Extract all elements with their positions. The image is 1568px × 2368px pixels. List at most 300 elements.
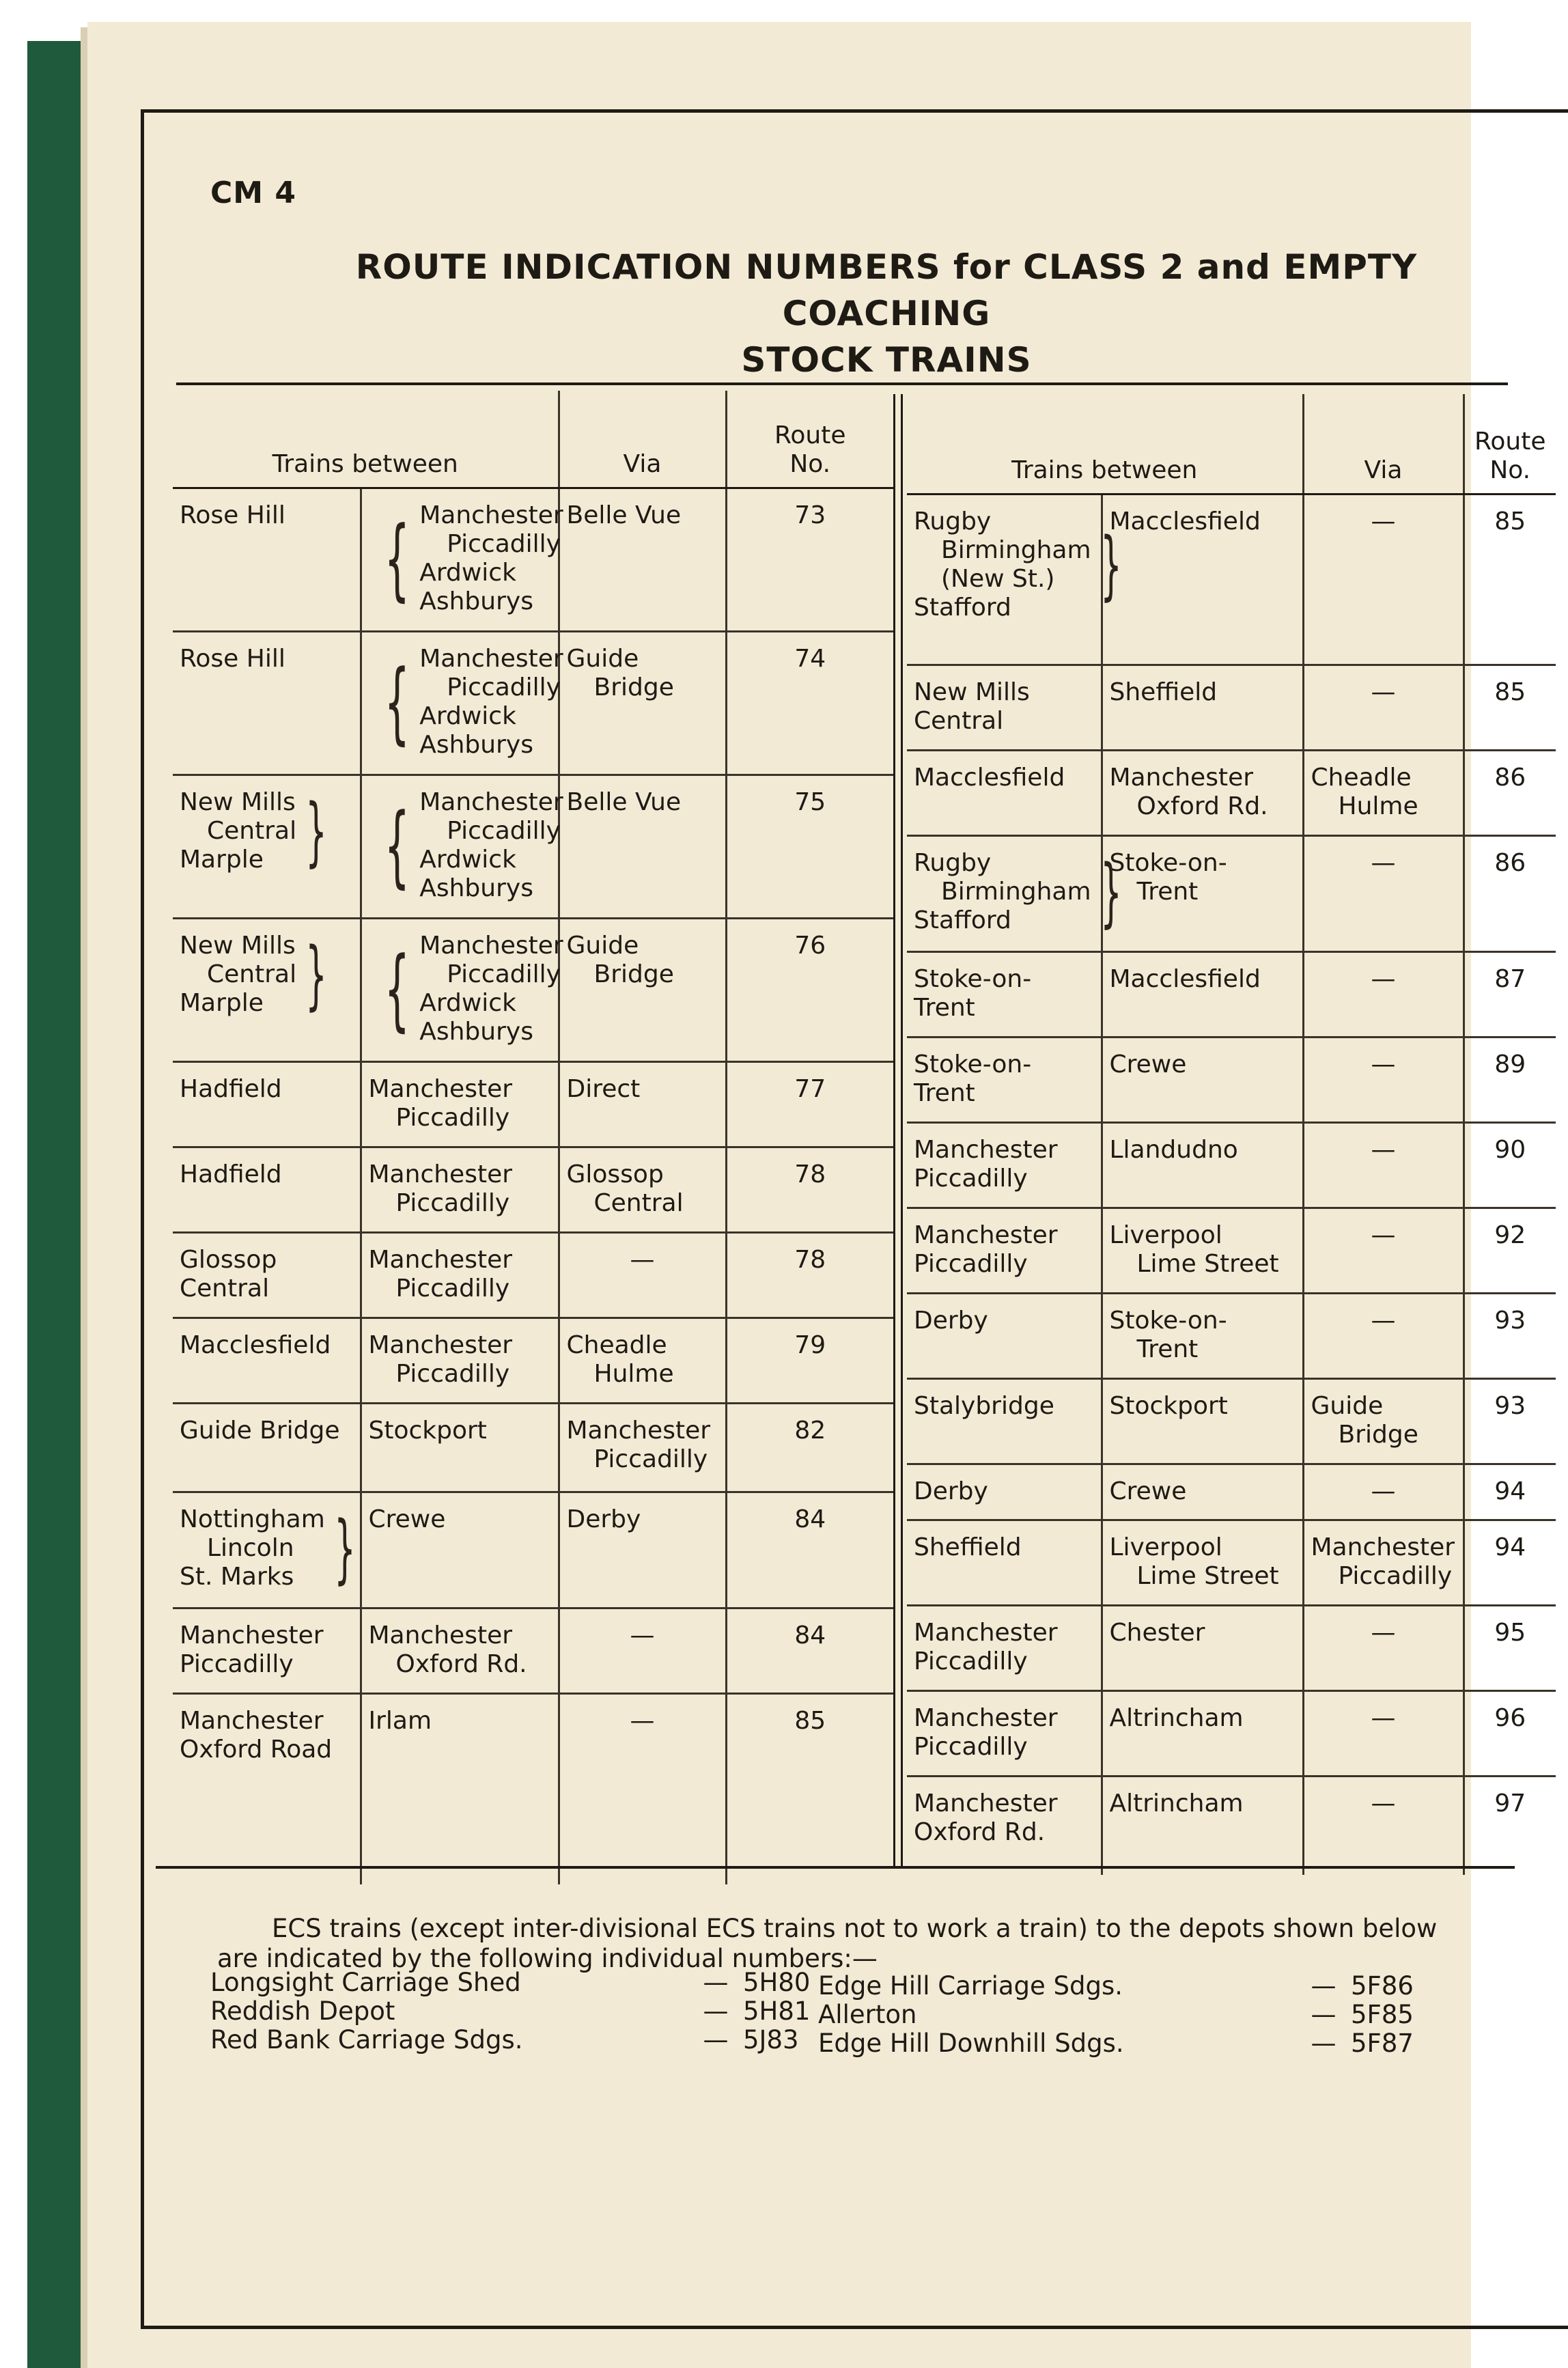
cell-to bbox=[1102, 665, 1303, 750]
via-line: Manchester bbox=[566, 1416, 711, 1445]
from-names bbox=[914, 678, 1030, 736]
to-group bbox=[1110, 1136, 1296, 1165]
from-names bbox=[914, 1619, 1058, 1676]
via-line: Guide bbox=[566, 931, 639, 960]
depot-name: Edge Hill Carriage Sdgs. bbox=[818, 1971, 1123, 2001]
from-line: Trent bbox=[914, 993, 975, 1022]
from-line: New Mills bbox=[180, 931, 296, 960]
from-group bbox=[914, 1392, 1094, 1421]
via-line: — bbox=[1371, 507, 1396, 535]
from-line: Stoke-on- bbox=[914, 1050, 1032, 1078]
cell-to bbox=[361, 1318, 559, 1403]
to-group bbox=[369, 644, 563, 760]
to-group bbox=[369, 1707, 551, 1736]
to-names bbox=[369, 1075, 513, 1132]
from-line: Stoke-on- bbox=[914, 964, 1032, 993]
table-row bbox=[907, 1690, 1556, 1776]
table-row bbox=[173, 1403, 893, 1492]
from-names bbox=[914, 764, 1065, 792]
from-line: Derby bbox=[914, 1477, 988, 1505]
cell-to bbox=[1102, 1293, 1303, 1378]
route-table-right bbox=[907, 394, 1556, 1875]
cell-route-no: 84 bbox=[726, 1492, 893, 1608]
cell-via bbox=[1303, 1293, 1464, 1378]
from-line: Manchester bbox=[914, 1789, 1058, 1817]
from-line: Manchester bbox=[914, 1618, 1058, 1647]
from-line: Rugby bbox=[914, 848, 992, 877]
to-group bbox=[1110, 1221, 1296, 1279]
via-line: Belle Vue bbox=[566, 788, 682, 816]
cell-via bbox=[1303, 494, 1464, 665]
from-line: Manchester bbox=[914, 1135, 1058, 1164]
from-names bbox=[914, 1789, 1058, 1847]
to-names bbox=[1110, 1307, 1227, 1364]
cell-to bbox=[1102, 1605, 1303, 1690]
cell-from bbox=[173, 1693, 361, 1884]
depot-dash: — bbox=[703, 2025, 729, 2054]
to-names bbox=[419, 932, 563, 1046]
from-line: Piccadilly bbox=[914, 1732, 1028, 1761]
to-line: Ardwick bbox=[419, 558, 516, 587]
cell-via bbox=[1303, 750, 1464, 835]
cell-to bbox=[361, 1693, 559, 1884]
ecs-depot-row bbox=[210, 1968, 825, 1997]
table-row bbox=[173, 1061, 893, 1147]
to-line: Llandudno bbox=[1109, 1135, 1238, 1164]
to-line: Irlam bbox=[368, 1706, 432, 1735]
depot-code: 5H80 bbox=[743, 1968, 811, 1997]
from-line: Hadfield bbox=[180, 1074, 282, 1103]
to-line: Chester bbox=[1109, 1618, 1205, 1647]
cell-via bbox=[559, 488, 726, 631]
depot-code: 5F87 bbox=[1351, 2029, 1414, 2058]
to-line: Manchester bbox=[419, 931, 563, 960]
to-line: Manchester bbox=[368, 1160, 513, 1188]
to-line: Piccadilly bbox=[447, 673, 561, 701]
from-line: Oxford Rd. bbox=[914, 1817, 1046, 1846]
route-table-left bbox=[173, 391, 893, 1884]
cell-via bbox=[559, 1232, 726, 1318]
table-row bbox=[173, 1147, 893, 1232]
cell-from bbox=[907, 1208, 1102, 1293]
cell-to bbox=[1102, 1208, 1303, 1293]
cell-to bbox=[361, 1147, 559, 1232]
from-line: St. Marks bbox=[180, 1562, 294, 1591]
left-brace-icon: { bbox=[384, 506, 410, 611]
to-names bbox=[419, 501, 563, 616]
to-group bbox=[1110, 1050, 1296, 1079]
depot-name: Reddish Depot bbox=[210, 1996, 395, 2026]
via-line: — bbox=[1371, 964, 1396, 993]
to-line: Manchester bbox=[368, 1331, 513, 1359]
cell-from bbox=[173, 1232, 361, 1318]
via-line: — bbox=[1371, 1135, 1396, 1164]
cell-via bbox=[1303, 665, 1464, 750]
cell-via bbox=[559, 1147, 726, 1232]
to-line: Altrincham bbox=[1109, 1789, 1244, 1817]
right-brace-icon: } bbox=[305, 930, 327, 1018]
to-names bbox=[369, 1246, 513, 1303]
from-line: New Mills bbox=[914, 678, 1030, 706]
to-line: Manchester bbox=[368, 1074, 513, 1103]
cell-from bbox=[173, 1318, 361, 1403]
to-names bbox=[1110, 1136, 1238, 1165]
cell-to bbox=[361, 1492, 559, 1608]
header-route-no-right bbox=[1464, 394, 1556, 494]
cell-route-no: 94 bbox=[1464, 1520, 1556, 1605]
from-names bbox=[180, 1707, 332, 1764]
cell-via bbox=[559, 1492, 726, 1608]
from-line: Glossop bbox=[180, 1245, 277, 1274]
from-names bbox=[180, 1160, 282, 1189]
to-line: Stoke-on- bbox=[1109, 848, 1227, 877]
from-line: Central bbox=[914, 706, 1004, 735]
to-names bbox=[1110, 1619, 1205, 1647]
right-brace-icon: } bbox=[305, 787, 327, 875]
to-group bbox=[369, 1160, 551, 1218]
to-group bbox=[369, 1417, 551, 1445]
from-names bbox=[914, 849, 1091, 935]
from-names bbox=[180, 932, 296, 1018]
from-group bbox=[914, 1704, 1094, 1761]
right-brace-icon: } bbox=[1100, 520, 1122, 609]
cell-via bbox=[559, 775, 726, 918]
from-names bbox=[914, 1050, 1031, 1108]
from-names bbox=[180, 1505, 325, 1591]
cell-via bbox=[1303, 1037, 1464, 1122]
to-group bbox=[1110, 764, 1296, 821]
left-brace-icon: { bbox=[384, 650, 410, 754]
to-line: Stoke-on- bbox=[1109, 1306, 1227, 1335]
from-group bbox=[180, 1621, 353, 1679]
header-via-right: Via bbox=[1303, 394, 1464, 494]
depot-dash: — bbox=[1311, 2000, 1336, 2029]
to-names bbox=[1110, 1704, 1244, 1733]
to-line: Manchester bbox=[368, 1621, 513, 1649]
from-line: Derby bbox=[914, 1306, 988, 1335]
cell-route-no: 86 bbox=[1464, 835, 1556, 951]
cell-to bbox=[1102, 1520, 1303, 1605]
to-line: Lime Street bbox=[1136, 1249, 1279, 1278]
depot-code: 5H81 bbox=[743, 1996, 811, 2026]
to-group bbox=[1110, 1704, 1296, 1733]
via-line: Central bbox=[593, 1188, 684, 1217]
from-names bbox=[180, 1075, 282, 1104]
depot-dash: — bbox=[703, 1968, 729, 1997]
from-group bbox=[180, 1246, 353, 1303]
from-line: Piccadilly bbox=[914, 1249, 1028, 1278]
cell-from bbox=[173, 1403, 361, 1492]
to-line: Ardwick bbox=[419, 701, 516, 730]
to-names bbox=[419, 645, 563, 760]
to-group bbox=[1110, 1477, 1296, 1506]
from-names bbox=[180, 645, 285, 673]
ecs-depot-row bbox=[210, 2026, 825, 2054]
via-line: Bridge bbox=[1338, 1420, 1418, 1449]
depot-name: Longsight Carriage Shed bbox=[210, 1968, 521, 1997]
via-line: Derby bbox=[566, 1505, 641, 1533]
to-line: Macclesfield bbox=[1109, 964, 1261, 993]
table-row bbox=[173, 1492, 893, 1608]
table-row bbox=[907, 1605, 1556, 1690]
to-group bbox=[1110, 507, 1296, 536]
from-group bbox=[914, 1477, 1094, 1506]
table-row bbox=[173, 775, 893, 918]
header-route-line1: Route bbox=[774, 421, 846, 449]
from-line: Central bbox=[207, 816, 297, 845]
cell-route-no: 93 bbox=[1464, 1293, 1556, 1378]
cell-to bbox=[361, 1061, 559, 1147]
from-group bbox=[914, 764, 1094, 792]
to-line: Liverpool bbox=[1109, 1221, 1222, 1249]
from-group bbox=[180, 1331, 353, 1360]
to-group bbox=[1110, 1392, 1296, 1421]
column-divider bbox=[893, 394, 903, 1866]
cell-route-no: 92 bbox=[1464, 1208, 1556, 1293]
via-line: Bridge bbox=[593, 960, 674, 988]
to-group bbox=[1110, 1789, 1296, 1818]
to-group bbox=[1110, 1619, 1296, 1647]
via-line: Hulme bbox=[593, 1359, 674, 1388]
cell-route-no: 97 bbox=[1494, 1789, 1526, 1817]
table-row bbox=[907, 1293, 1556, 1378]
from-group bbox=[914, 1221, 1094, 1279]
table-row bbox=[907, 665, 1556, 750]
from-line: Manchester bbox=[180, 1621, 324, 1649]
cell-from bbox=[907, 1776, 1102, 1875]
header-trains-between: Trains between bbox=[173, 391, 559, 488]
to-line: Trent bbox=[1136, 877, 1199, 906]
depot-name: Red Bank Carriage Sdgs. bbox=[210, 2025, 523, 2054]
to-group bbox=[369, 788, 563, 903]
cell-from bbox=[907, 1122, 1102, 1208]
to-names bbox=[419, 788, 563, 903]
from-group bbox=[914, 965, 1094, 1022]
from-group bbox=[180, 932, 353, 1018]
via-line: Guide bbox=[1311, 1391, 1384, 1420]
to-line: Piccadilly bbox=[395, 1359, 510, 1388]
from-line: Marple bbox=[180, 988, 264, 1017]
cell-from bbox=[907, 1690, 1102, 1776]
to-line: Liverpool bbox=[1109, 1533, 1222, 1561]
table-row bbox=[907, 494, 1556, 665]
cell-route-no: 77 bbox=[726, 1061, 893, 1147]
to-names bbox=[369, 1707, 432, 1736]
from-group bbox=[180, 1707, 353, 1764]
cell-via bbox=[559, 1318, 726, 1403]
to-line: Manchester bbox=[419, 788, 563, 816]
cell-from bbox=[907, 1605, 1102, 1690]
title-line-1: ROUTE INDICATION NUMBERS for CLASS 2 and EMPTY COACHING bbox=[355, 247, 1418, 333]
cell-from bbox=[907, 665, 1102, 750]
via-line: Glossop bbox=[566, 1160, 664, 1188]
from-group bbox=[914, 1050, 1094, 1108]
to-names bbox=[1110, 764, 1268, 821]
cell-from bbox=[173, 918, 361, 1061]
cell-route-no: 90 bbox=[1464, 1122, 1556, 1208]
from-names bbox=[180, 1417, 340, 1445]
to-line: Crewe bbox=[1109, 1050, 1187, 1078]
from-line: Piccadilly bbox=[180, 1649, 294, 1678]
cell-from bbox=[907, 1378, 1102, 1464]
to-group bbox=[369, 1331, 551, 1389]
table-row bbox=[907, 951, 1556, 1037]
to-names bbox=[1110, 507, 1261, 536]
cell-via bbox=[1303, 1605, 1464, 1690]
from-line: Nottingham bbox=[180, 1505, 325, 1533]
from-names bbox=[914, 1221, 1058, 1279]
from-line: Central bbox=[207, 960, 297, 988]
to-names bbox=[1110, 678, 1218, 707]
to-line: Oxford Rd. bbox=[1136, 792, 1268, 820]
from-line: Rugby bbox=[914, 507, 992, 535]
to-names bbox=[1110, 1221, 1279, 1279]
cell-route-no: 95 bbox=[1464, 1605, 1556, 1690]
from-group bbox=[180, 788, 353, 874]
cell-route-no: 93 bbox=[1464, 1378, 1556, 1464]
from-names bbox=[180, 1246, 277, 1303]
depot-code: 5F86 bbox=[1351, 1971, 1414, 2001]
from-group bbox=[914, 507, 1122, 622]
cell-to bbox=[1102, 1378, 1303, 1464]
via-line: — bbox=[1371, 1221, 1396, 1249]
cell-to bbox=[361, 775, 563, 918]
depot-code: 5J83 bbox=[743, 2025, 799, 2054]
to-group bbox=[369, 1505, 551, 1534]
to-line: Altrincham bbox=[1109, 1703, 1244, 1732]
to-names bbox=[369, 1505, 446, 1534]
cell-via bbox=[559, 918, 726, 1061]
to-names bbox=[1110, 1050, 1187, 1079]
cell-from bbox=[907, 1520, 1102, 1605]
cell-to bbox=[1102, 1037, 1303, 1122]
via-line: — bbox=[630, 1621, 655, 1649]
table-row bbox=[907, 1464, 1556, 1520]
to-names bbox=[1110, 849, 1227, 906]
to-line: Oxford Rd. bbox=[395, 1649, 527, 1678]
from-names bbox=[914, 1704, 1058, 1761]
via-line: — bbox=[1371, 848, 1396, 877]
page-title bbox=[251, 244, 1522, 383]
cell-via bbox=[1303, 1776, 1464, 1875]
table-row bbox=[173, 1232, 893, 1318]
cell-from bbox=[907, 951, 1102, 1037]
from-line: New Mills bbox=[180, 788, 296, 816]
to-line: Ardwick bbox=[419, 845, 516, 874]
from-line: Central bbox=[180, 1274, 270, 1303]
from-line: Birmingham bbox=[941, 877, 1091, 906]
cell-route-no: 87 bbox=[1464, 951, 1556, 1037]
via-line: — bbox=[1371, 1306, 1396, 1335]
cell-from bbox=[173, 1147, 361, 1232]
from-line: Manchester bbox=[180, 1706, 324, 1735]
cell-route-no: 82 bbox=[726, 1403, 893, 1492]
to-names bbox=[1110, 1789, 1244, 1818]
from-line: Manchester bbox=[914, 1221, 1058, 1249]
from-names bbox=[180, 1331, 331, 1360]
to-line: Manchester bbox=[419, 501, 563, 529]
cell-to bbox=[361, 1608, 559, 1693]
cell-from bbox=[907, 1037, 1102, 1122]
table-row bbox=[173, 1318, 893, 1403]
from-line: Rose Hill bbox=[180, 501, 285, 529]
depot-name: Allerton bbox=[818, 2000, 917, 2029]
to-group bbox=[1110, 965, 1296, 994]
to-group bbox=[369, 1075, 551, 1132]
to-line: Sheffield bbox=[1109, 678, 1218, 706]
from-line: Guide Bridge bbox=[180, 1416, 340, 1445]
from-line: Hadfield bbox=[180, 1160, 282, 1188]
from-line: Rose Hill bbox=[180, 644, 285, 673]
via-line: Belle Vue bbox=[566, 501, 682, 529]
cell-via bbox=[1303, 1690, 1464, 1776]
to-names bbox=[369, 1331, 513, 1389]
via-line: — bbox=[630, 1706, 655, 1735]
cell-via bbox=[559, 1608, 726, 1693]
header-route-line1-right: Route bbox=[1474, 427, 1546, 456]
to-group bbox=[369, 1246, 551, 1303]
cell-via bbox=[1303, 835, 1464, 951]
from-group bbox=[180, 1160, 353, 1189]
cell-via bbox=[1303, 1520, 1464, 1605]
table-row bbox=[907, 1208, 1556, 1293]
via-line: — bbox=[1371, 678, 1396, 706]
to-line: Trent bbox=[1136, 1335, 1199, 1363]
from-line: Lincoln bbox=[207, 1533, 294, 1562]
to-line: Piccadilly bbox=[447, 960, 561, 988]
via-line: Piccadilly bbox=[1338, 1561, 1453, 1590]
to-line: Piccadilly bbox=[447, 529, 561, 558]
cell-to bbox=[1102, 750, 1303, 835]
cell-from bbox=[907, 750, 1102, 835]
right-brace-icon: } bbox=[334, 1504, 356, 1592]
from-names bbox=[914, 1477, 988, 1506]
cell-route-no: 78 bbox=[726, 1232, 893, 1318]
right-brace-icon: } bbox=[1100, 848, 1122, 936]
from-names bbox=[914, 507, 1091, 622]
ecs-depot-row bbox=[818, 2029, 1433, 2058]
table-row bbox=[173, 1693, 893, 1884]
cell-to bbox=[1102, 951, 1303, 1037]
table-row bbox=[173, 1608, 893, 1693]
cell-via bbox=[1303, 1122, 1464, 1208]
from-names bbox=[914, 1307, 988, 1335]
cell-from bbox=[907, 1293, 1102, 1378]
from-line: Manchester bbox=[914, 1703, 1058, 1732]
cell-via bbox=[559, 1403, 726, 1492]
via-line: Bridge bbox=[593, 673, 674, 701]
to-line: Ashburys bbox=[419, 730, 533, 759]
from-line: Stafford bbox=[914, 906, 1011, 934]
page bbox=[87, 22, 1546, 2368]
header-trains-between-right: Trains between bbox=[907, 394, 1303, 494]
via-line: Cheadle bbox=[566, 1331, 667, 1359]
cell-to bbox=[1102, 1690, 1303, 1776]
from-line: Piccadilly bbox=[914, 1164, 1028, 1193]
to-line: Macclesfield bbox=[1109, 507, 1261, 535]
via-line: Guide bbox=[566, 644, 639, 673]
table-row bbox=[173, 631, 893, 775]
table-bottom-rule bbox=[156, 1866, 1515, 1869]
from-line: (New St.) bbox=[941, 564, 1055, 593]
from-group bbox=[914, 848, 1122, 936]
cell-to bbox=[361, 631, 563, 775]
to-names bbox=[1110, 1533, 1279, 1591]
from-group bbox=[914, 678, 1094, 736]
table-row bbox=[907, 750, 1556, 835]
via-line: — bbox=[1371, 1703, 1396, 1732]
to-group bbox=[1110, 1307, 1296, 1364]
